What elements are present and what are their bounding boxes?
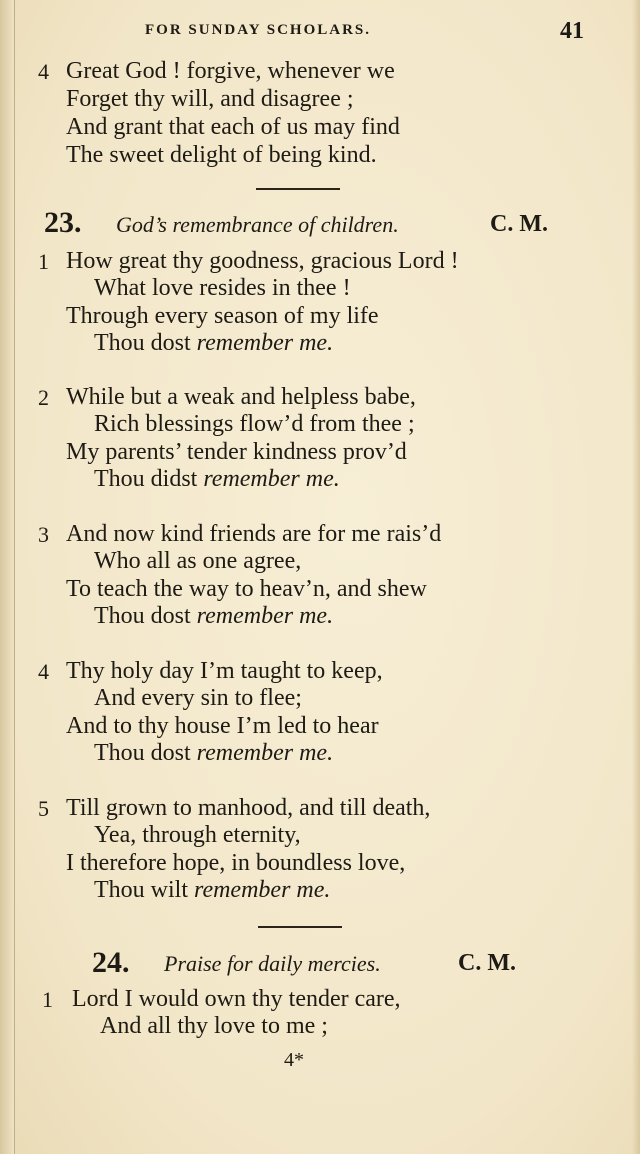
verse-line: And all thy love to me ; xyxy=(100,1013,328,1039)
verse-line: And grant that each of us may find xyxy=(66,114,400,140)
section-divider xyxy=(258,926,342,928)
verse-line: Yea, through eternity, xyxy=(94,822,301,848)
verse-line: How great thy goodness, gracious Lord ! xyxy=(66,248,459,274)
verse-line: Great God ! forgive, whenever we xyxy=(66,58,395,84)
verse-line: Thy holy day I’m taught to keep, xyxy=(66,658,383,684)
section-divider xyxy=(256,188,340,190)
hymn-meter: C. M. xyxy=(490,211,548,237)
verse-line: And every sin to flee; xyxy=(94,685,302,711)
hymn-number: 24. xyxy=(92,946,130,979)
verse-line: While but a weak and helpless babe, xyxy=(66,384,416,410)
verse-number: 4 xyxy=(38,59,49,84)
hymn-title: God’s remembrance of children. xyxy=(116,212,399,237)
verse-line-plain: Thou dost xyxy=(94,330,197,356)
page-right-edge xyxy=(632,0,640,1154)
verse-line: Through every season of my life xyxy=(66,303,379,329)
verse-line: To teach the way to heav’n, and shew xyxy=(66,576,427,602)
verse-number: 1 xyxy=(42,987,53,1012)
verse-number: 3 xyxy=(38,522,49,547)
hymn-number: 23. xyxy=(44,206,82,239)
hymn-meter: C. M. xyxy=(458,950,516,976)
verse-line: Forget thy will, and disagree ; xyxy=(66,86,354,112)
verse-number: 1 xyxy=(38,249,49,274)
verse-line-refrain: remember me. xyxy=(203,466,340,492)
verse-line: I therefore hope, in boundless love, xyxy=(66,850,406,876)
running-head: FOR SUNDAY SCHOLARS. xyxy=(145,22,372,38)
hymn-title: Praise for daily mercies. xyxy=(164,951,381,976)
verse-line xyxy=(94,465,340,493)
verse-line: The sweet delight of being kind. xyxy=(66,142,377,168)
verse-line-plain: Thou dost xyxy=(94,603,197,629)
page-header xyxy=(0,18,640,48)
verse-line xyxy=(94,329,333,357)
verse-line-refrain: remember me. xyxy=(196,603,334,629)
verse-line: And to thy house I’m led to hear xyxy=(66,713,379,739)
verse-line: Lord I would own thy tender care, xyxy=(72,986,401,1012)
verse-line: My parents’ tender kindness prov’d xyxy=(66,439,407,465)
verse-number: 5 xyxy=(38,796,49,821)
verse-number: 2 xyxy=(38,385,49,410)
verse-line: And now kind friends are for me rais’d xyxy=(66,521,442,547)
verse-line-plain: Thou dost xyxy=(94,740,197,766)
verse-line: What love resides in thee ! xyxy=(94,275,351,301)
page-binding-edge xyxy=(0,0,15,1154)
verse-line xyxy=(94,876,330,904)
verse-line xyxy=(94,602,333,630)
verse-line: Rich blessings flow’d from thee ; xyxy=(94,411,415,437)
verse-line-refrain: remember me. xyxy=(194,877,331,903)
verse-line: Till grown to manhood, and till death, xyxy=(66,795,431,821)
verse-line-plain: Thou didst xyxy=(94,466,204,492)
verse-line-plain: Thou wilt xyxy=(94,877,194,903)
page-number: 41 xyxy=(560,18,584,44)
verse-line xyxy=(94,739,333,767)
verse-number: 4 xyxy=(38,659,49,684)
verse-line-refrain: remember me. xyxy=(196,330,334,356)
verse-line-refrain: remember me. xyxy=(196,740,334,766)
verse-line: Who all as one agree, xyxy=(94,548,302,574)
signature-mark: 4* xyxy=(284,1049,304,1071)
